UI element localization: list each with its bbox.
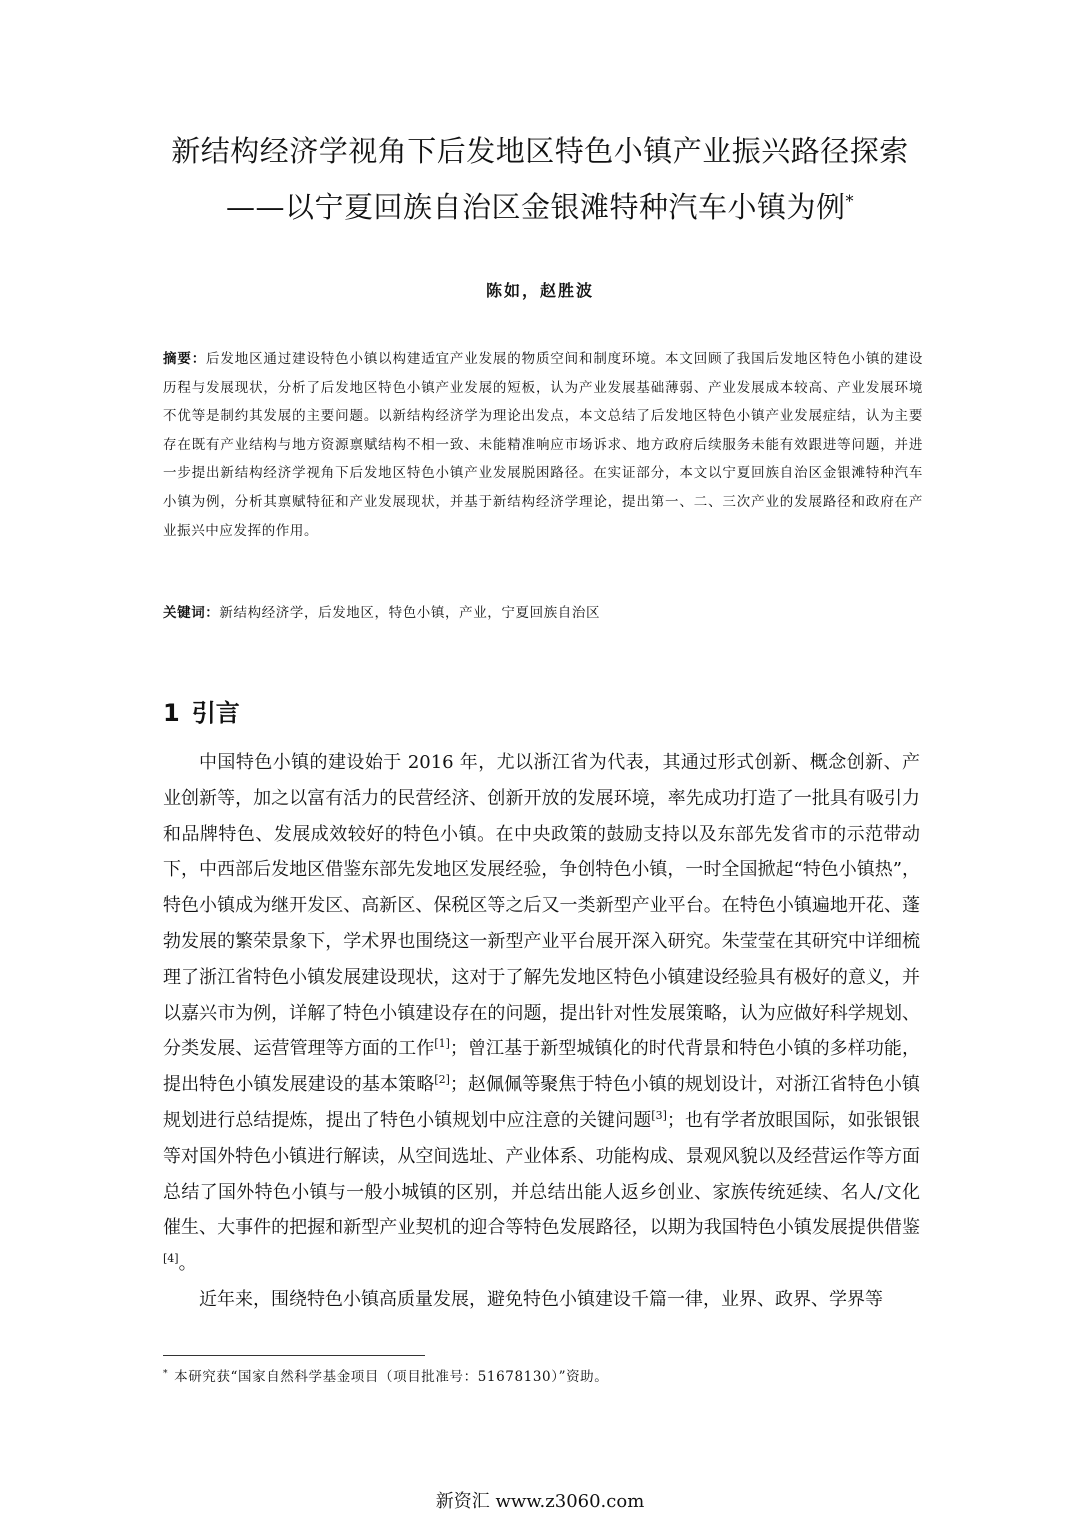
paragraph-segment: 。	[178, 1253, 197, 1275]
section-heading	[163, 693, 240, 728]
citation-ref-3[interactable]: [3]	[651, 1108, 667, 1122]
paragraph-segment: ；赵佩佩等聚焦于特色小镇的规划设计，对浙江省特色小镇规划进行总结提炼，提出了特色小镇规划中应注意的关键问题	[163, 1074, 921, 1131]
section-number: 1	[163, 699, 180, 727]
abstract-label: 摘要：	[163, 351, 207, 367]
citation-ref-2[interactable]: [2]	[434, 1073, 450, 1087]
watermark: 新资汇 www.z3060.com	[435, 1491, 645, 1512]
footnote-mark: *	[163, 1368, 169, 1379]
title-footnote-mark[interactable]: *	[845, 191, 854, 211]
paper-subtitle-text: ——以宁夏回族自治区金银滩特种汽车小镇为例	[225, 190, 846, 224]
author-list: 陈如，赵胜波	[485, 281, 594, 300]
body-paragraph	[163, 745, 920, 1282]
paragraph-segment: ；曾江基于新型城镇化的时代背景和特色小镇的多样功能，提出特色小镇发展建设的基本策略	[163, 1038, 921, 1096]
abstract	[163, 345, 923, 545]
paper-title: 新结构经济学视角下后发地区特色小镇产业振兴路径探索	[171, 134, 909, 168]
paper-subtitle	[0, 190, 1080, 225]
citation-ref-4[interactable]: [4]	[163, 1252, 179, 1266]
citation-ref-1[interactable]: [1]	[434, 1037, 450, 1051]
keywords	[163, 600, 923, 626]
abstract-text: 后发地区通过建设特色小镇以构建适宜产业发展的物质空间和制度环境。本文回顾了我国后发地区特色小镇的建设历程与发展现状，分析了后发地区特色小镇产业发展的短板，认为产业发展基础薄弱、产业发展成本较高、产业发展环境不优等是制约其发展的主要问题。以新结构经济学为理论出发点，本文总结了后发地区特色小镇产业发展症结，认为主要存在既有产业结构与地方资源禀赋结构不相一致、未能精准响应市场诉求、地方政府后续服务未能有效跟进等问题，并进一步提出新结构经济学视角下后发地区特色小镇产业发展脱困路径。在实证部分，本文以宁夏回族自治区金银滩特种汽车小镇为例，分析其禀赋特征和产业发展现状，并基于新结构经济学理论，提出第一、二、三次产业的发展路径和政府在产业振兴中应发挥的作用。	[163, 351, 924, 539]
paragraph-segment: ；也有学者放眼国际，如张银银等对国外特色小镇进行解读，从空间选址、产业体系、功能构成、景观风貌以及经营运作等方面总结了国外特色小镇与一般小城镇的区别，并总结出能人返乡创业、家族传统延续、名人/文化催生、大事件的把握和新型产业契机的迎合等特色发展路径，以期为我国特色小镇发展提供借鉴	[163, 1109, 920, 1239]
paragraph-segment: 中国特色小镇的建设始于 2016 年，尤以浙江省为代表，其通过形式创新、概念创新、产业创新等，加之以富有活力的民营经济、创新开放的发展环境，率先成功打造了一批具有吸引力和品牌特色、发展成效较好的特色小镇。在中央政策的鼓励支持以及东部先发省市的示范带动下，中西部后发地区借鉴东部先发地区发展经验，争创特色小镇，一时全国掀起“特色小镇热”，特色小镇成为继开发区、高新区、保税区等之后又一类新型产业平台。在特色小镇遍地开花、蓬勃发展的繁荣景象下，学术界也围绕这一新型产业平台展开深入研究。朱莹莹在其研究中详细梳理了浙江省特色小镇发展建设现状，这对于了解先发地区特色小镇建设经验具有极好的意义，并以嘉兴市为例，详解了特色小镇建设存在的问题，提出针对性发展策略，认为应做好科学规划、分类发展、运营管理等方面的工作	[163, 752, 920, 1060]
keywords-text: 新结构经济学，后发地区，特色小镇，产业，宁夏回族自治区	[219, 605, 601, 621]
keywords-label: 关键词：	[163, 605, 220, 621]
footnote-divider	[163, 1355, 425, 1356]
section-title: 引言	[191, 699, 240, 727]
footnote-text: 本研究获“国家自然科学基金项目（项目批准号：51678130）”资助。	[174, 1369, 609, 1385]
body-text	[163, 745, 920, 1318]
footnote	[163, 1365, 608, 1385]
body-paragraph: 近年来，围绕特色小镇高质量发展，避免特色小镇建设千篇一律，业界、政界、学界等	[199, 1288, 883, 1310]
